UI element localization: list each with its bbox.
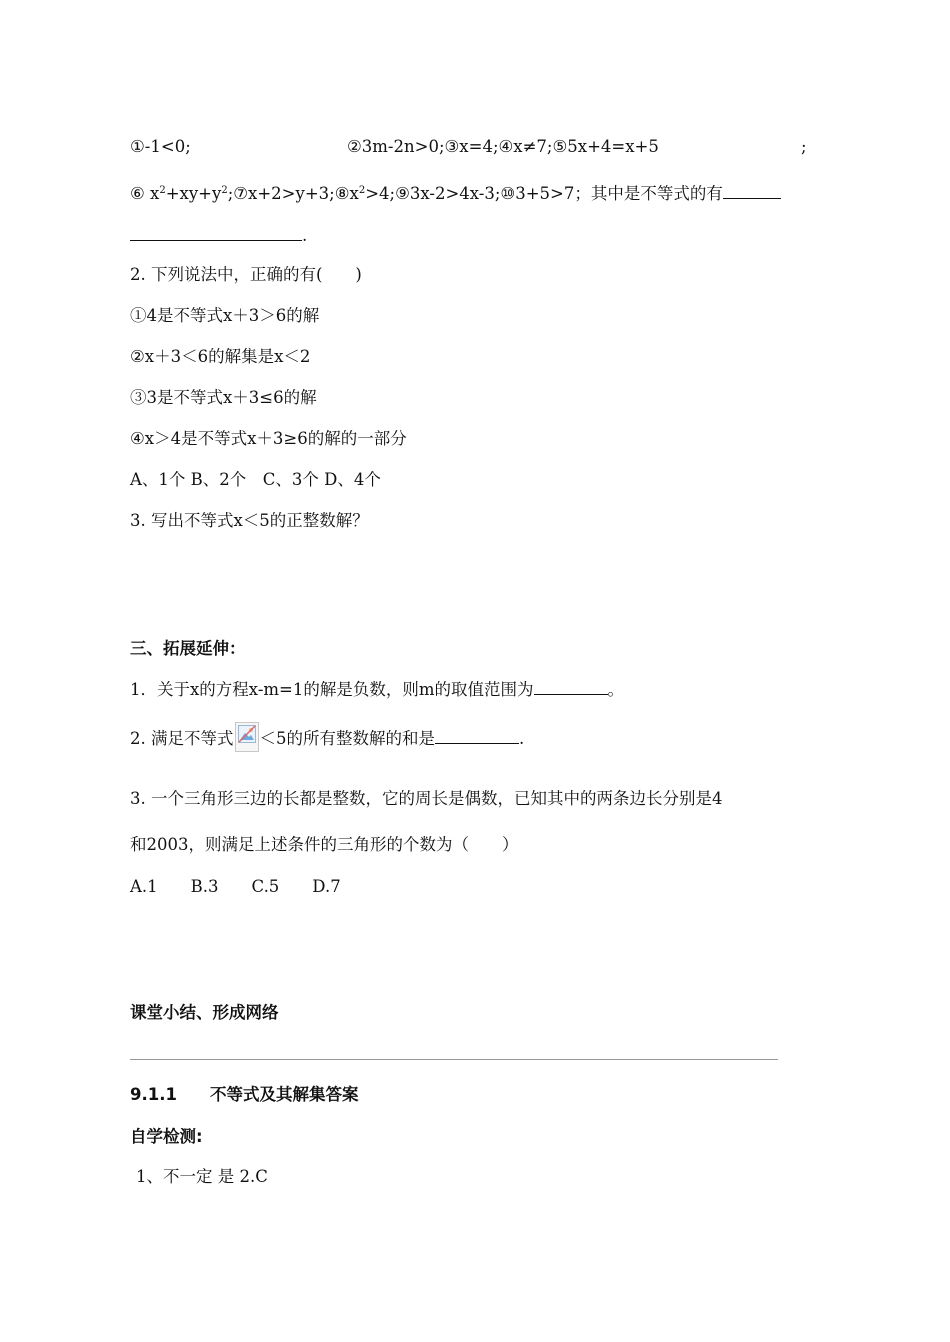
extension-problem-1 — [130, 678, 624, 701]
semicolon: ; — [801, 137, 807, 156]
period: . — [519, 729, 525, 748]
extension-problem-2 — [130, 722, 524, 752]
exercise-line-1-end — [801, 136, 807, 158]
period: 。 — [607, 680, 625, 699]
item-1: ①-1<0; — [130, 137, 191, 156]
question-2-title: 2. 下列说法中，正确的有( ) — [130, 265, 362, 284]
answer-options: A、1个 B、2个 C、3个 D、4个 — [130, 470, 381, 489]
exercise-line-1-cont — [347, 136, 659, 158]
answers-subheading: 自学检测: — [130, 1127, 203, 1146]
answer-blank-cont[interactable] — [130, 224, 302, 241]
problem-1-text: 1．关于x的方程x-m=1的解是负数，则m的取值范围为 — [130, 680, 534, 699]
exercise-line-1 — [130, 136, 191, 158]
answer-blank[interactable] — [534, 678, 608, 695]
statement-2: ②x＋3＜6的解集是x＜2 — [130, 347, 311, 366]
extension-problem-3-options: A.1 B.3 C.5 D.7 — [130, 877, 341, 896]
period: . — [302, 226, 308, 245]
superscript: 2 — [221, 185, 228, 196]
problem-2-text: 2. 满足不等式 — [130, 729, 234, 748]
exercise-line-2 — [130, 182, 781, 205]
items-2-5: ②3m-2n>0;③x=4;④x≠7;⑤5x+4=x+5 — [347, 137, 659, 156]
extension-problem-3-line-1: 3. 一个三角形三边的长都是整数，它的周长是偶数，已知其中的两条边长分别是4 — [130, 789, 723, 808]
items-9-10-text: >4;⑨3x-2>4x-3;⑩3+5>7；其中是不等式的有 — [365, 184, 723, 203]
section-heading-extension: 三、拓展延伸： — [130, 639, 246, 658]
exercise-line-3 — [130, 224, 307, 247]
superscript: 2 — [358, 185, 366, 196]
item-6-text: ⑥ x — [130, 184, 160, 203]
statement-3: ③3是不等式x＋3≤6的解 — [130, 388, 317, 407]
items-7-8-text: ;⑦x+2>y+3;⑧x — [227, 184, 359, 203]
divider — [130, 1059, 778, 1060]
section-heading-summary: 课堂小结、形成网络 — [130, 1003, 279, 1022]
superscript: 2 — [159, 185, 166, 196]
extension-problem-3-line-2: 和2003，则满足上述条件的三角形的个数为（ ） — [130, 835, 519, 854]
broken-image-icon — [235, 722, 259, 752]
answers-heading: 9.1.1 不等式及其解集答案 — [130, 1085, 359, 1104]
answer-blank[interactable] — [723, 182, 781, 199]
statement-1: ①4是不等式x＋3＞6的解 — [130, 306, 320, 325]
problem-2-text-cont: ＜5的所有整数解的和是 — [259, 729, 435, 748]
answers-line-1: 1、不一定 是 2.C — [136, 1167, 268, 1186]
item-6-text-cont: +xy+y — [165, 184, 222, 203]
statement-4: ④x＞4是不等式x＋3≥6的解的一部分 — [130, 429, 407, 448]
question-3: 3. 写出不等式x＜5的正整数解？ — [130, 511, 369, 530]
answer-blank[interactable] — [435, 727, 519, 744]
